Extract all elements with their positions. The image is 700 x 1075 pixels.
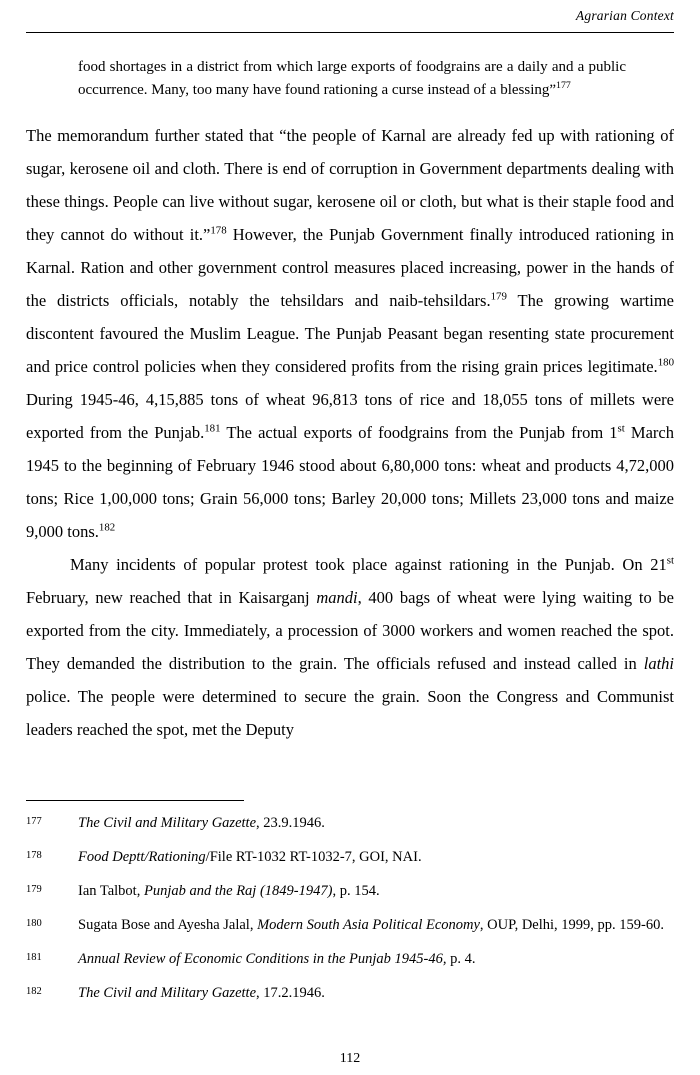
ordinal-st-2: st bbox=[666, 554, 674, 566]
footnote-number: 178 bbox=[26, 850, 42, 862]
footnote-rest: , OUP, Delhi, 1999, pp. 159-60. bbox=[479, 917, 664, 934]
par1-seg4: During 1945-46, 4,15,885 tons of wheat 96,813 tons of rice and 18,055 tons of millets were exported from the Punjab. bbox=[26, 389, 674, 442]
footnote-rest: , 23.9.1946. bbox=[256, 815, 325, 831]
footnote-number: 181 bbox=[26, 952, 42, 964]
par2-italic-mandi: mandi bbox=[316, 587, 358, 607]
ordinal-st-1: st bbox=[617, 422, 625, 434]
footnote-number: 180 bbox=[26, 918, 42, 930]
footnote-ref-180: 180 bbox=[657, 356, 674, 368]
footnote-title: Annual Review of Economic Conditions in the Punjab 1945-46, bbox=[78, 951, 447, 968]
running-header: Agrarian Context bbox=[575, 8, 674, 23]
footnote-rest: , 17.2.1946. bbox=[256, 985, 325, 1002]
footnote-ref-179: 179 bbox=[490, 290, 507, 302]
footnote-divider bbox=[26, 800, 244, 801]
footnote-author: Ian Talbot, bbox=[78, 883, 144, 900]
footnote-rest: p. 4. bbox=[446, 951, 476, 968]
header-divider bbox=[26, 32, 674, 33]
block-quote-text: food shortages in a district from which large exports of foodgrains are a daily and a public occurrence. Many, too many have found rationing a curse instead of a blessing” bbox=[78, 59, 626, 99]
page-number: 112 bbox=[339, 1051, 361, 1066]
footnote-author: Sugata Bose and Ayesha Jalal, bbox=[78, 917, 258, 934]
footnote-title: Food Deptt/Rationing bbox=[78, 849, 206, 866]
footnote-number: 179 bbox=[26, 884, 42, 896]
footnote-entry bbox=[26, 847, 674, 868]
footnote-text bbox=[78, 813, 674, 834]
footnote-text bbox=[78, 881, 674, 902]
footnote-entry bbox=[26, 915, 674, 936]
footnote-area bbox=[26, 800, 674, 1017]
page-content bbox=[26, 56, 674, 746]
par2-italic-lathi: lathi bbox=[643, 653, 674, 673]
footnote-text bbox=[78, 915, 674, 936]
footnote-entry bbox=[26, 983, 674, 1004]
footnote-title: Modern South Asia Political Economy bbox=[257, 917, 480, 934]
footnote-number: 182 bbox=[26, 986, 42, 998]
footnote-text bbox=[78, 847, 674, 868]
par1-seg2: However, the Punjab Government finally introduced rationing in Karnal. Ration and other government control measures placed increasing, power in the hands of the districts officials, notably the tehsildars and naib-tehsildars. bbox=[26, 224, 674, 310]
par1-seg3: The growing wartime discontent favoured the Muslim League. The Punjab Peasant began resenting state procurement and price control policies when they considered profits from the rising grain prices legitimate. bbox=[26, 290, 674, 376]
footnote-number: 177 bbox=[26, 816, 42, 827]
block-quote bbox=[78, 56, 626, 103]
par2-seg3: , 400 bags of wheat were lying waiting to be exported from the city. Immediately, a procession of 3000 workers and women reached the spot. They demanded the distribution to the grain. The officials refused and instead called in bbox=[26, 587, 674, 673]
par1-seg6: March 1945 to the beginning of February 1946 stood about 6,80,000 tons: wheat and products 4,72,000 tons; Rice 1,00,000 tons; Grain 56,000 tons; Barley 20,000 tons; Millets 23,000 tons and maize 9,000 tons. bbox=[26, 422, 674, 541]
footnote-ref-178: 178 bbox=[210, 224, 227, 236]
footnote-text bbox=[78, 949, 674, 970]
footnote-title: The Civil and Military Gazette bbox=[78, 815, 257, 831]
footnote-title: Punjab and the Raj (1849-1947) bbox=[143, 883, 333, 900]
par2-seg4: police. The people were determined to secure the grain. Soon the Congress and Communist leaders reached the spot, met the Deputy bbox=[26, 686, 674, 739]
footnote-ref-181: 181 bbox=[204, 422, 221, 434]
par1-seg5: The actual exports of foodgrains from the Punjab from 1 bbox=[220, 422, 618, 442]
footnote-text bbox=[78, 983, 674, 1004]
footnote-ref-182: 182 bbox=[98, 521, 116, 533]
footnote-entry bbox=[26, 813, 674, 834]
footnote-ref-177: 177 bbox=[556, 80, 571, 92]
footnote-entry bbox=[26, 949, 674, 970]
footnote-rest: /File RT-1032 RT-1032-7, GOI, NAI. bbox=[205, 849, 422, 866]
par2-seg2: February, new reached that in Kaisarganj bbox=[26, 587, 317, 607]
par1-seg1: The memorandum further stated that “the people of Karnal are already fed up with rationing of sugar, kerosene oil and cloth. There is end of corruption in Government departments dealing with these things. People can live without sugar, kerosene oil or cloth, but what is their staple food and they cannot do without it.” bbox=[26, 125, 674, 244]
footnote-entry bbox=[26, 881, 674, 902]
paragraph-memorandum bbox=[26, 119, 674, 548]
par2-seg1: Many incidents of popular protest took place against rationing in the Punjab. On 21 bbox=[70, 554, 667, 574]
footnote-title: The Civil and Military Gazette bbox=[78, 985, 257, 1002]
footnote-rest: , p. 154. bbox=[332, 883, 380, 900]
paragraph-protests bbox=[26, 548, 674, 746]
